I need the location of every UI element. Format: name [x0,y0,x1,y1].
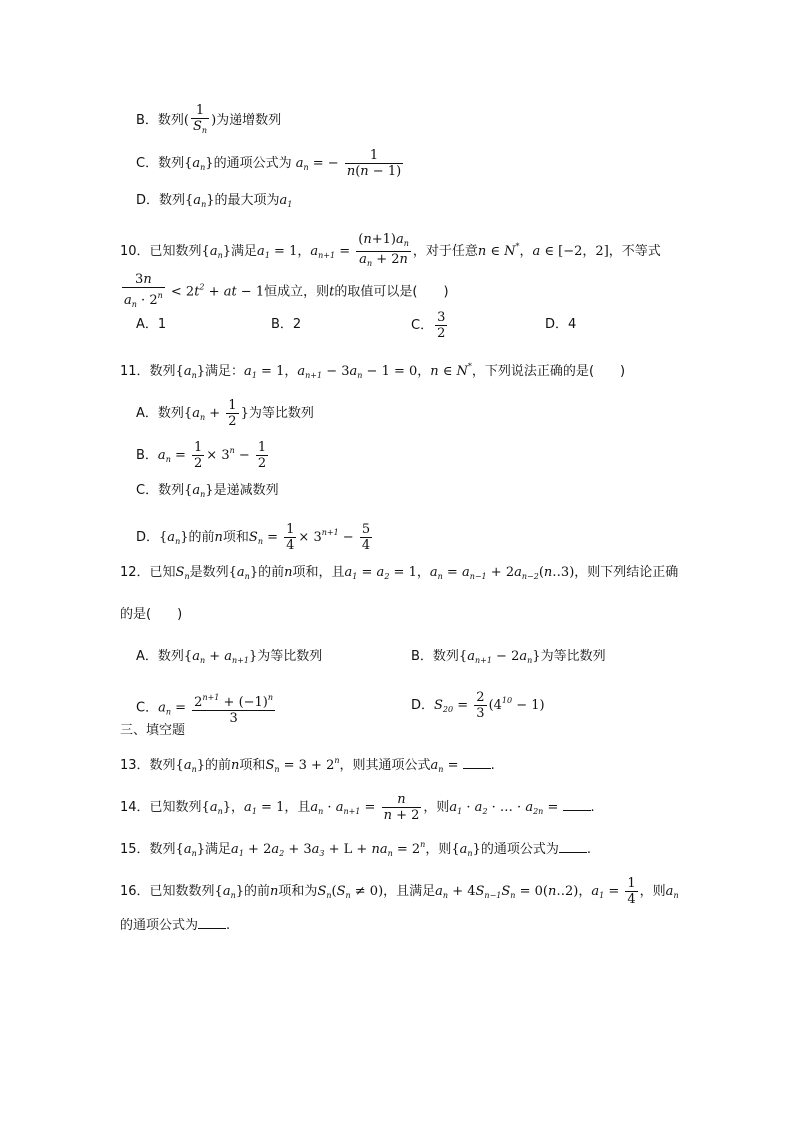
fraction: $\frac{1}{4}$ [286,522,295,553]
fraction: $\frac{n}{n + 2}$ [383,792,420,823]
q10-option-b: B．2 [271,317,302,332]
q15-stem: 15．数列$\{a_n\}$满足$a_1 + 2a_2 + 3a_3 + L + na_n = 2^n$，则$\{a_n\}$的通项公式为 . [120,840,591,858]
answer-blank[interactable] [559,840,587,853]
q16-stem: 16．已知数数列$\{a_n\}$的前n项和为$S_n(S_n \ne 0)$，且满足$a_n + 4S_{n-1}S_n$ = 0(n‥2)，$a_1$ = $\frac{1}{4}$ ，则$a_n$ [120,876,679,907]
q11-option-c: C．数列$\{a_n\}$是递减数列 [136,483,279,499]
q13-stem: 13．数列$\{a_n\}$的前n项和$S_n = 3 + 2^n$，则其通项公式$a_n$ = . [120,756,495,774]
fraction: $\frac{1}{S_n}$ [193,103,208,135]
q11-stem: 11．数列$\{a_n\}$满足：$a_1 = 1$，$a_{n+1} - 3a_n - 1 = 0$，n ∈ N*，下列说法正确的是( ) [120,362,626,380]
q9-option-d: D．数列$\{a_n\}$的最大项为$a_1$ [136,193,293,209]
fraction: $\frac{3}{2}$ [437,310,446,341]
fraction: $\frac{3n}{a_n \cdot 2^n}$ [124,272,163,309]
q12-option-d: D．$S_{20}$ = $\frac{2}{3}$ $(4^{10} - 1)$ [411,690,545,721]
q10-stem: 10．已知数列$\{a_n\}$满足$a_1 = 1$，$a_{n+1}$ = $\frac{(n+1)a_n}{a_n + 2n}$ ，对于任意n ∈ N*，a ∈ [−2，2]，不等式 [120,232,661,271]
q11-option-a: A．数列{$a_n$ + $\frac{1}{2}$ }为等比数列 [136,398,314,429]
q16-stem-line2: 的通项公式为 . [120,918,231,933]
q12-stem-line2: 的是( ) [120,607,183,622]
fraction: $\frac{(n+1)a_n}{a_n + 2n}$ [358,232,409,268]
fraction: $\frac{1}{2}$ [194,440,203,471]
q14-stem: 14．已知数列$\{a_n\}$，$a_1 = 1$，且$a_n \cdot a_{n+1}$ = $\frac{n}{n + 2}$ ，则$a_1 \cdot a_2$ · … · $a_{2n}$ = . [120,792,595,823]
q12-option-a: A．数列$\{a_n + a_{n+1}\}$为等比数列 [136,649,323,665]
q10-option-c: C． $\frac{3}{2}$ [411,310,446,341]
section-title: 三、填空题 [120,723,186,738]
q9-option-c: C．数列$\{a_n\}$的通项公式为 $a_n$ = − $\frac{1}{n(n - 1)}$ [136,148,402,179]
q12-option-b: B．数列$\{a_{n+1} - 2a_n\}$为等比数列 [411,649,606,665]
q10-option-a: A．1 [136,317,167,332]
fraction: $\frac{1}{4}$ [627,876,636,907]
q10-option-d: D．4 [545,317,577,332]
fraction: $\frac{1}{2}$ [257,440,267,471]
fraction: $\frac{5}{4}$ [361,522,371,553]
q10-stem-line2: $\frac{3n}{a_n \cdot 2^n}$ < $2t^2$ + at − 1恒成立，则t的取值可以是( ) [120,272,449,312]
fraction: $\frac{2}{3}$ [476,690,485,721]
answer-blank[interactable] [463,756,491,769]
q11-option-d: D．$\{a_n\}$的前n项和$S_n$ = $\frac{1}{4}$ × $3^{n+1}$ − $\frac{5}{4}$ [136,522,371,553]
q12-stem: 12．已知$S_n$是数列$\{a_n\}$的前n项和，且$a_1 = a_2 = 1$，$a_n = a_{n-1}$ + $2a_{n-2}(n‥3)$，则下列结论正确 [120,565,679,581]
fraction: $\frac{2^{n+1} + (-1)^n}{3}$ [192,690,275,726]
fraction: $\frac{1}{2}$ [228,398,237,429]
q12-option-c: C．$a_n$ = $\frac{2^{n+1} + (-1)^n}{3}$ [136,690,277,726]
q11-option-b: B．$a_n$ = $\frac{1}{2}$ × $3^n$ − $\frac{1}{2}$ [136,440,267,471]
answer-blank[interactable] [198,916,226,929]
q9-option-b: B．数列( $\frac{1}{S_n}$ )为递增数列 [136,103,281,138]
answer-blank[interactable] [563,798,591,811]
fraction: $\frac{1}{n(n - 1)}$ [346,148,402,179]
